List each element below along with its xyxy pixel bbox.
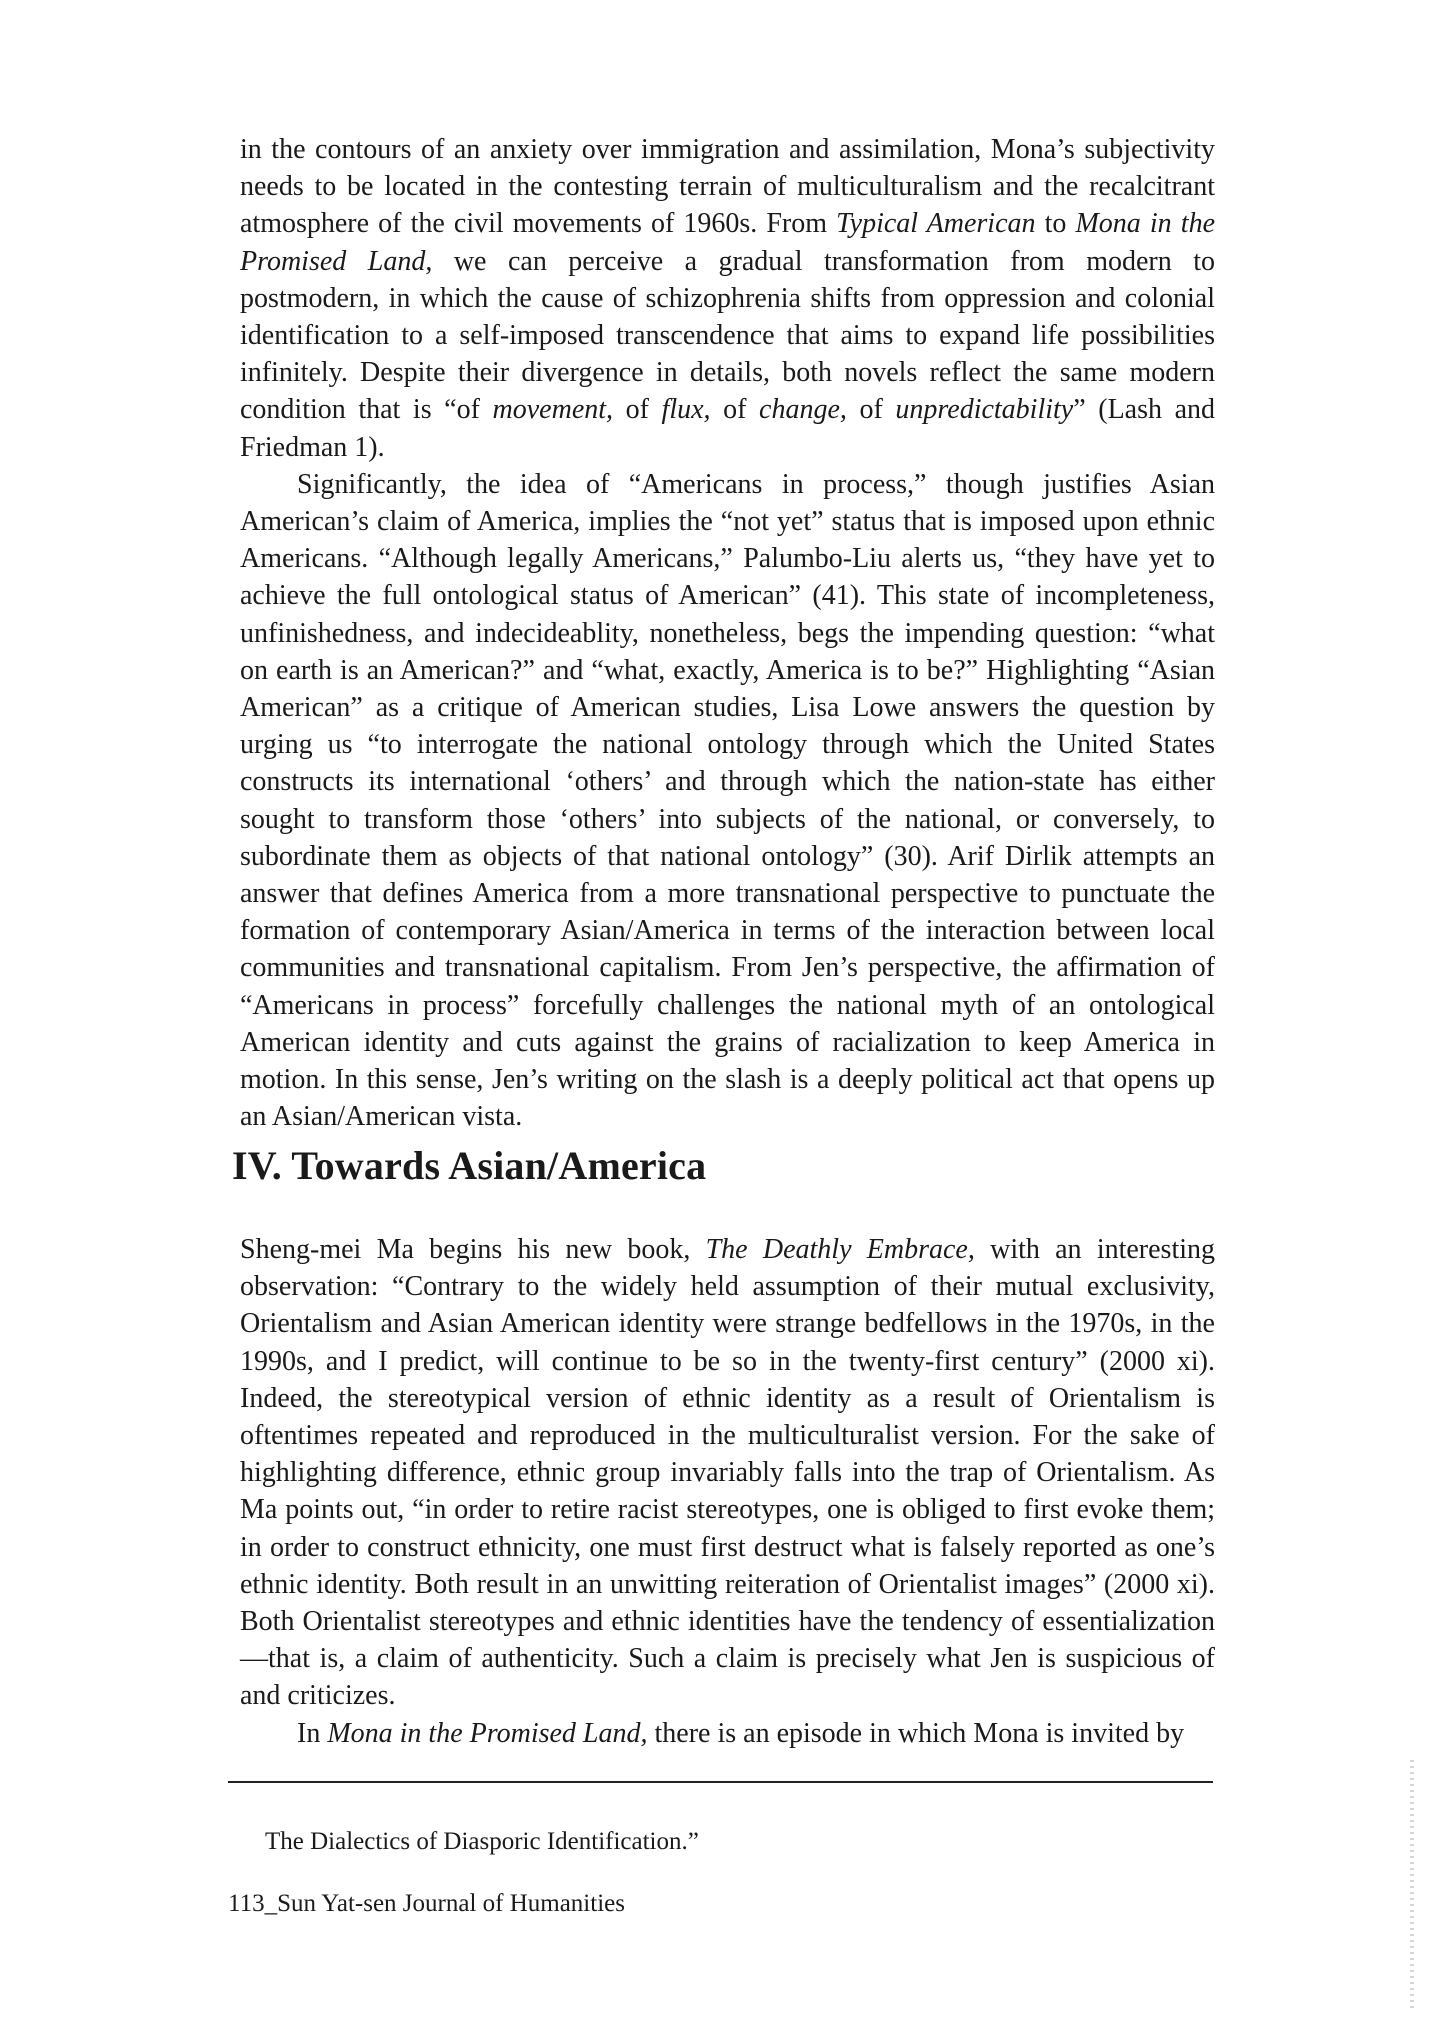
paragraph-2: Significantly, the idea of “Americans in process,” though justifies Asian American’s claim of America, implies the “not yet” status that is imposed upon ethnic Americans. “Although legally Americans,” Palumbo-Liu alerts us, “they have yet to achieve the full ontological status of American” (41). This state of incompleteness, unfinishedness, and indecideablity, nonetheless, begs the impending question: “what on earth is an American?” and “what, exactly, America is to be?” Highlighting “Asian American” as a critique of American studies, Lisa Lowe answers the question by urging us “to interrogate the national ontology through which the United States constructs its international ‘others’ and through which the nation-state has either sought to transform those ‘others’ into subjects of the national, or conversely, to subordinate them as objects of that national ontology” (30). Arif Dirlik attempts an answer that defines America from a more transnational perspective to punctuate the formation of contemporary Asian/America in terms of the interaction between local communities and transnational capitalism. From Jen’s perspective, the affirmation of “Americans in process” forcefully challenges the national myth of an ontological American identity and cuts against the grains of racialization to keep America in motion. In this sense, Jen’s writing on the slash is a deeply political act that opens up an Asian/American vista. <box>240 468 1215 1133</box>
footnote-divider <box>228 1781 1213 1783</box>
italic-title: Typical American <box>836 208 1036 240</box>
body-text-bottom <box>240 1231 1215 1752</box>
paragraph-1 <box>240 131 1215 466</box>
italic-title: Mona in the Promised Land, <box>327 1717 648 1749</box>
text-run: In <box>297 1717 328 1749</box>
text-run: with an interesting observation: “Contrary to the widely held assumption of their mutual exclusivity, Orientalism and Asian American identity were strange bedfellows in the 1970s, in the 1990s, and I predict, will continue to be so in the twenty-first century” (2000 xi). Indeed, the stereotypical version of ethnic identity as a result of Orientalism is oftentimes repeated and reproduced in the multiculturalist version. For the sake of highlighting difference, ethnic group invariably falls into the trap of Orientalism. As Ma points out, “in order to retire racist stereotypes, one is obliged to first evoke them; in order to construct ethnicity, one must first destruct what is falsely reported as one’s ethnic identity. Both result in an unwitting reiteration of Orientalist images” (2000 xi). Both Orientalist stereotypes and ethnic identities have the tendency of essentialization—that is, a claim of authenticity. Such a claim is precisely what Jen is suspicious of and criticizes. <box>240 1234 1216 1712</box>
text-run: of <box>710 394 760 426</box>
paragraph-4 <box>240 1715 1215 1752</box>
text-run: to <box>1035 208 1076 240</box>
text-run: of <box>846 394 896 426</box>
italic-word: unpredictability <box>895 394 1074 426</box>
scan-edge-marks <box>1410 1760 1414 2010</box>
italic-word: flux, <box>661 394 711 426</box>
text-run: there is an episode in which Mona is invited by <box>647 1717 1185 1749</box>
section-heading: IV. Towards Asian/America <box>232 1143 707 1188</box>
paragraph-3 <box>240 1231 1215 1715</box>
italic-word: movement, <box>492 394 614 426</box>
italic-title: The Deathly Embrace, <box>705 1234 975 1265</box>
text-run: in the contours of an anxiety over immigration and assimilation, Mona’s subjectivity needs to be located in the contesting terrain of multiculturalism and the recalcitrant atmosphere of the civil movements of 1960s. From <box>240 134 1215 240</box>
text-run: Sheng-mei Ma begins his new book, <box>240 1234 706 1265</box>
text-run: ” (Lash and Friedman 1). <box>240 394 1216 463</box>
text-run: of <box>613 394 662 426</box>
footnote: The Dialectics of Diasporic Identification.” <box>265 1828 699 1855</box>
italic-title: Mona in the Promised Land, <box>240 208 1215 277</box>
italic-word: change, <box>759 394 847 426</box>
running-footer: 113_Sun Yat-sen Journal of Humanities <box>228 1890 625 1917</box>
text-run: we can perceive a gradual transformation from modern to postmodern, in which the cause of schizophrenia shifts from oppression and colonial identification to a self-imposed transcendence that aims to expand life possibilities infinitely. Despite their divergence in details, both novels reflect the same modern condition that is “of <box>240 245 1215 426</box>
body-text-top <box>240 131 1215 1135</box>
